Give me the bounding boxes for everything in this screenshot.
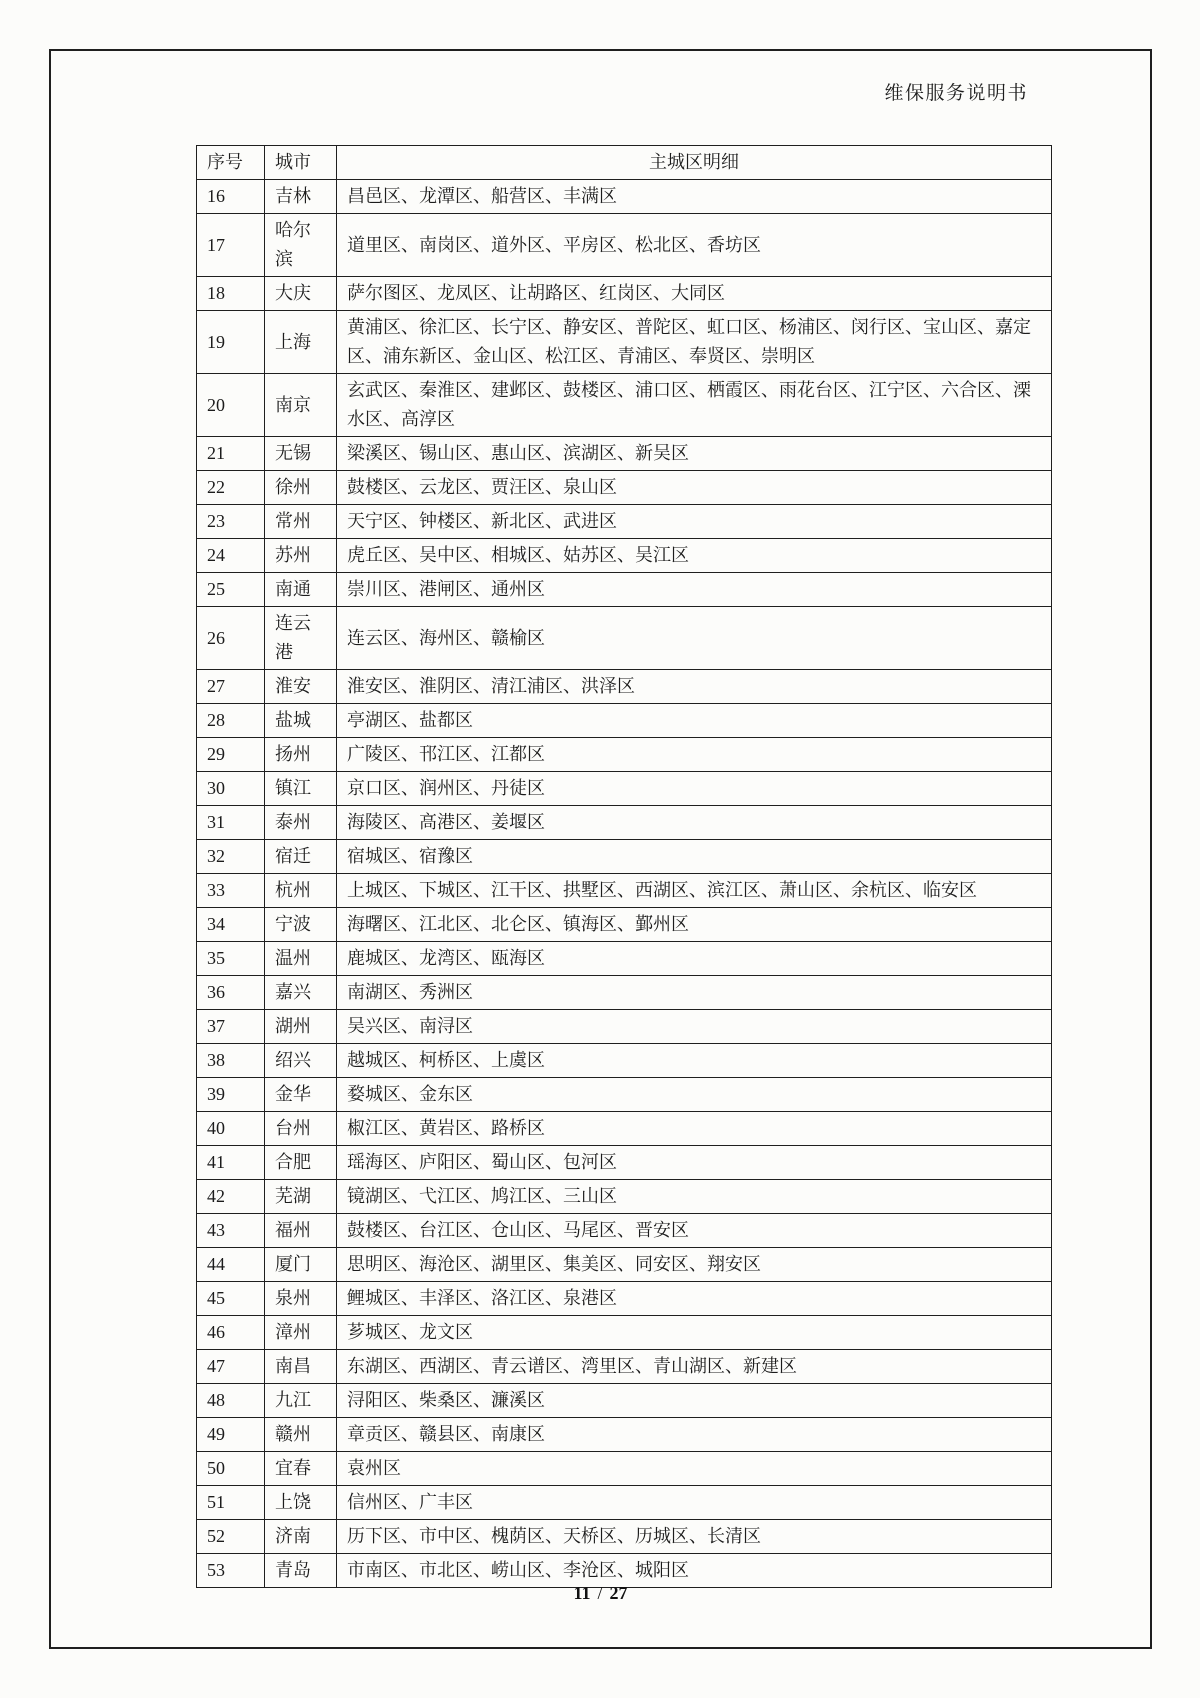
cell-city: 合肥 — [265, 1146, 337, 1180]
cell-districts: 连云区、海州区、赣榆区 — [337, 607, 1052, 670]
cell-city: 泰州 — [265, 806, 337, 840]
table-row — [197, 1282, 1052, 1316]
cell-index: 21 — [197, 437, 265, 471]
cell-districts: 镜湖区、弋江区、鸠江区、三山区 — [337, 1180, 1052, 1214]
cell-index: 40 — [197, 1112, 265, 1146]
cell-districts: 章贡区、赣县区、南康区 — [337, 1418, 1052, 1452]
cell-index: 45 — [197, 1282, 265, 1316]
table-row — [197, 1010, 1052, 1044]
cell-districts: 崇川区、港闸区、通州区 — [337, 573, 1052, 607]
header-title: 维保服务说明书 — [884, 83, 1028, 104]
cell-districts: 历下区、市中区、槐荫区、天桥区、历城区、长清区 — [337, 1520, 1052, 1554]
cell-city: 哈尔滨 — [265, 214, 337, 277]
cell-index: 44 — [197, 1248, 265, 1282]
column-header-districts: 主城区明细 — [337, 146, 1052, 180]
cell-districts: 椒江区、黄岩区、路桥区 — [337, 1112, 1052, 1146]
table-row — [197, 1520, 1052, 1554]
table-row — [197, 1112, 1052, 1146]
cell-districts: 淮安区、淮阴区、清江浦区、洪泽区 — [337, 670, 1052, 704]
cell-districts: 天宁区、钟楼区、新北区、武进区 — [337, 505, 1052, 539]
table-row — [197, 1248, 1052, 1282]
table-row — [197, 573, 1052, 607]
cell-city: 宜春 — [265, 1452, 337, 1486]
cell-index: 50 — [197, 1452, 265, 1486]
cell-index: 17 — [197, 214, 265, 277]
table-row — [197, 670, 1052, 704]
cell-districts: 芗城区、龙文区 — [337, 1316, 1052, 1350]
table-row — [197, 539, 1052, 573]
cell-city: 青岛 — [265, 1554, 337, 1588]
table-row — [197, 607, 1052, 670]
table-row — [197, 908, 1052, 942]
table-row — [197, 1418, 1052, 1452]
cell-districts: 宿城区、宿豫区 — [337, 840, 1052, 874]
table-row — [197, 1350, 1052, 1384]
table-row — [197, 505, 1052, 539]
cell-districts: 市南区、市北区、崂山区、李沧区、城阳区 — [337, 1554, 1052, 1588]
cell-index: 49 — [197, 1418, 265, 1452]
cell-index: 48 — [197, 1384, 265, 1418]
cell-index: 53 — [197, 1554, 265, 1588]
cell-index: 26 — [197, 607, 265, 670]
cell-districts: 海陵区、高港区、姜堰区 — [337, 806, 1052, 840]
cell-index: 30 — [197, 772, 265, 806]
cell-districts: 亭湖区、盐都区 — [337, 704, 1052, 738]
cell-districts: 玄武区、秦淮区、建邺区、鼓楼区、浦口区、栖霞区、雨花台区、江宁区、六合区、溧水区、高淳区 — [337, 374, 1052, 437]
cell-city: 宁波 — [265, 908, 337, 942]
cell-index: 19 — [197, 311, 265, 374]
cell-index: 38 — [197, 1044, 265, 1078]
cell-city: 淮安 — [265, 670, 337, 704]
cell-index: 51 — [197, 1486, 265, 1520]
cell-districts: 鲤城区、丰泽区、洛江区、泉港区 — [337, 1282, 1052, 1316]
cell-city: 厦门 — [265, 1248, 337, 1282]
cell-city: 绍兴 — [265, 1044, 337, 1078]
cell-index: 20 — [197, 374, 265, 437]
table-header-row — [197, 146, 1052, 180]
cell-districts: 婺城区、金东区 — [337, 1078, 1052, 1112]
table-row — [197, 1316, 1052, 1350]
cell-districts: 昌邑区、龙潭区、船营区、丰满区 — [337, 180, 1052, 214]
cell-index: 46 — [197, 1316, 265, 1350]
table-row — [197, 976, 1052, 1010]
cell-city: 金华 — [265, 1078, 337, 1112]
cell-city: 南通 — [265, 573, 337, 607]
cell-districts: 瑶海区、庐阳区、蜀山区、包河区 — [337, 1146, 1052, 1180]
cell-index: 41 — [197, 1146, 265, 1180]
table-row — [197, 374, 1052, 437]
cell-districts: 思明区、海沧区、湖里区、集美区、同安区、翔安区 — [337, 1248, 1052, 1282]
cell-districts: 南湖区、秀洲区 — [337, 976, 1052, 1010]
city-district-table — [196, 145, 1052, 1588]
table-row — [197, 1384, 1052, 1418]
cell-districts: 信州区、广丰区 — [337, 1486, 1052, 1520]
table-row — [197, 874, 1052, 908]
cell-districts: 道里区、南岗区、道外区、平房区、松北区、香坊区 — [337, 214, 1052, 277]
cell-index: 36 — [197, 976, 265, 1010]
table-row — [197, 1044, 1052, 1078]
cell-city: 上饶 — [265, 1486, 337, 1520]
cell-index: 43 — [197, 1214, 265, 1248]
cell-city: 吉林 — [265, 180, 337, 214]
cell-districts: 梁溪区、锡山区、惠山区、滨湖区、新吴区 — [337, 437, 1052, 471]
cell-index: 42 — [197, 1180, 265, 1214]
cell-index: 16 — [197, 180, 265, 214]
table-row — [197, 840, 1052, 874]
cell-index: 39 — [197, 1078, 265, 1112]
table-row — [197, 277, 1052, 311]
table-row — [197, 1214, 1052, 1248]
cell-districts: 越城区、柯桥区、上虞区 — [337, 1044, 1052, 1078]
cell-city: 盐城 — [265, 704, 337, 738]
cell-index: 25 — [197, 573, 265, 607]
cell-districts: 黄浦区、徐汇区、长宁区、静安区、普陀区、虹口区、杨浦区、闵行区、宝山区、嘉定区、浦东新区、金山区、松江区、青浦区、奉贤区、崇明区 — [337, 311, 1052, 374]
table-row — [197, 471, 1052, 505]
cell-index: 32 — [197, 840, 265, 874]
table-body — [197, 180, 1052, 1588]
cell-city: 漳州 — [265, 1316, 337, 1350]
cell-index: 28 — [197, 704, 265, 738]
cell-index: 52 — [197, 1520, 265, 1554]
document-header — [884, 78, 1028, 105]
cell-city: 扬州 — [265, 738, 337, 772]
cell-city: 芜湖 — [265, 1180, 337, 1214]
table-row — [197, 311, 1052, 374]
cell-index: 24 — [197, 539, 265, 573]
cell-districts: 海曙区、江北区、北仑区、镇海区、鄞州区 — [337, 908, 1052, 942]
cell-city: 嘉兴 — [265, 976, 337, 1010]
cell-districts: 吴兴区、南浔区 — [337, 1010, 1052, 1044]
page-border-frame — [49, 49, 1152, 1649]
cell-city: 苏州 — [265, 539, 337, 573]
table-row — [197, 806, 1052, 840]
cell-index: 34 — [197, 908, 265, 942]
cell-index: 22 — [197, 471, 265, 505]
cell-districts: 浔阳区、柴桑区、濂溪区 — [337, 1384, 1052, 1418]
table-row — [197, 437, 1052, 471]
cell-districts: 鹿城区、龙湾区、瓯海区 — [337, 942, 1052, 976]
cell-city: 杭州 — [265, 874, 337, 908]
cell-city: 赣州 — [265, 1418, 337, 1452]
page-number-separator: / — [597, 1583, 603, 1603]
cell-index: 35 — [197, 942, 265, 976]
column-header-city: 城市 — [265, 146, 337, 180]
cell-index: 27 — [197, 670, 265, 704]
cell-city: 上海 — [265, 311, 337, 374]
table-row — [197, 1180, 1052, 1214]
table-row — [197, 214, 1052, 277]
table-row — [197, 942, 1052, 976]
table-row — [197, 1486, 1052, 1520]
table-row — [197, 180, 1052, 214]
cell-city: 台州 — [265, 1112, 337, 1146]
page-footer — [51, 1583, 1150, 1604]
cell-index: 37 — [197, 1010, 265, 1044]
cell-districts: 京口区、润州区、丹徒区 — [337, 772, 1052, 806]
cell-city: 徐州 — [265, 471, 337, 505]
cell-districts: 袁州区 — [337, 1452, 1052, 1486]
cell-index: 31 — [197, 806, 265, 840]
table-row — [197, 772, 1052, 806]
cell-city: 宿迁 — [265, 840, 337, 874]
page-number-current: 11 — [573, 1583, 591, 1603]
cell-city: 温州 — [265, 942, 337, 976]
cell-city: 九江 — [265, 1384, 337, 1418]
table-row — [197, 738, 1052, 772]
cell-index: 47 — [197, 1350, 265, 1384]
table-row — [197, 1146, 1052, 1180]
cell-districts: 萨尔图区、龙凤区、让胡路区、红岗区、大同区 — [337, 277, 1052, 311]
cell-city: 镇江 — [265, 772, 337, 806]
cell-index: 18 — [197, 277, 265, 311]
cell-city: 连云港 — [265, 607, 337, 670]
table-header — [197, 146, 1052, 180]
table-row — [197, 1078, 1052, 1112]
cell-city: 无锡 — [265, 437, 337, 471]
cell-index: 29 — [197, 738, 265, 772]
cell-index: 23 — [197, 505, 265, 539]
cell-districts: 东湖区、西湖区、青云谱区、湾里区、青山湖区、新建区 — [337, 1350, 1052, 1384]
cell-districts: 鼓楼区、台江区、仓山区、马尾区、晋安区 — [337, 1214, 1052, 1248]
cell-city: 济南 — [265, 1520, 337, 1554]
cell-city: 福州 — [265, 1214, 337, 1248]
cell-city: 南昌 — [265, 1350, 337, 1384]
cell-city: 泉州 — [265, 1282, 337, 1316]
cell-city: 湖州 — [265, 1010, 337, 1044]
cell-districts: 广陵区、邗江区、江都区 — [337, 738, 1052, 772]
table-row — [197, 1452, 1052, 1486]
cell-districts: 鼓楼区、云龙区、贾汪区、泉山区 — [337, 471, 1052, 505]
cell-districts: 上城区、下城区、江干区、拱墅区、西湖区、滨江区、萧山区、余杭区、临安区 — [337, 874, 1052, 908]
cell-districts: 虎丘区、吴中区、相城区、姑苏区、吴江区 — [337, 539, 1052, 573]
table-row — [197, 704, 1052, 738]
page-number-total: 27 — [609, 1583, 628, 1603]
cell-index: 33 — [197, 874, 265, 908]
cell-city: 大庆 — [265, 277, 337, 311]
column-header-no: 序号 — [197, 146, 265, 180]
cell-city: 南京 — [265, 374, 337, 437]
cell-city: 常州 — [265, 505, 337, 539]
